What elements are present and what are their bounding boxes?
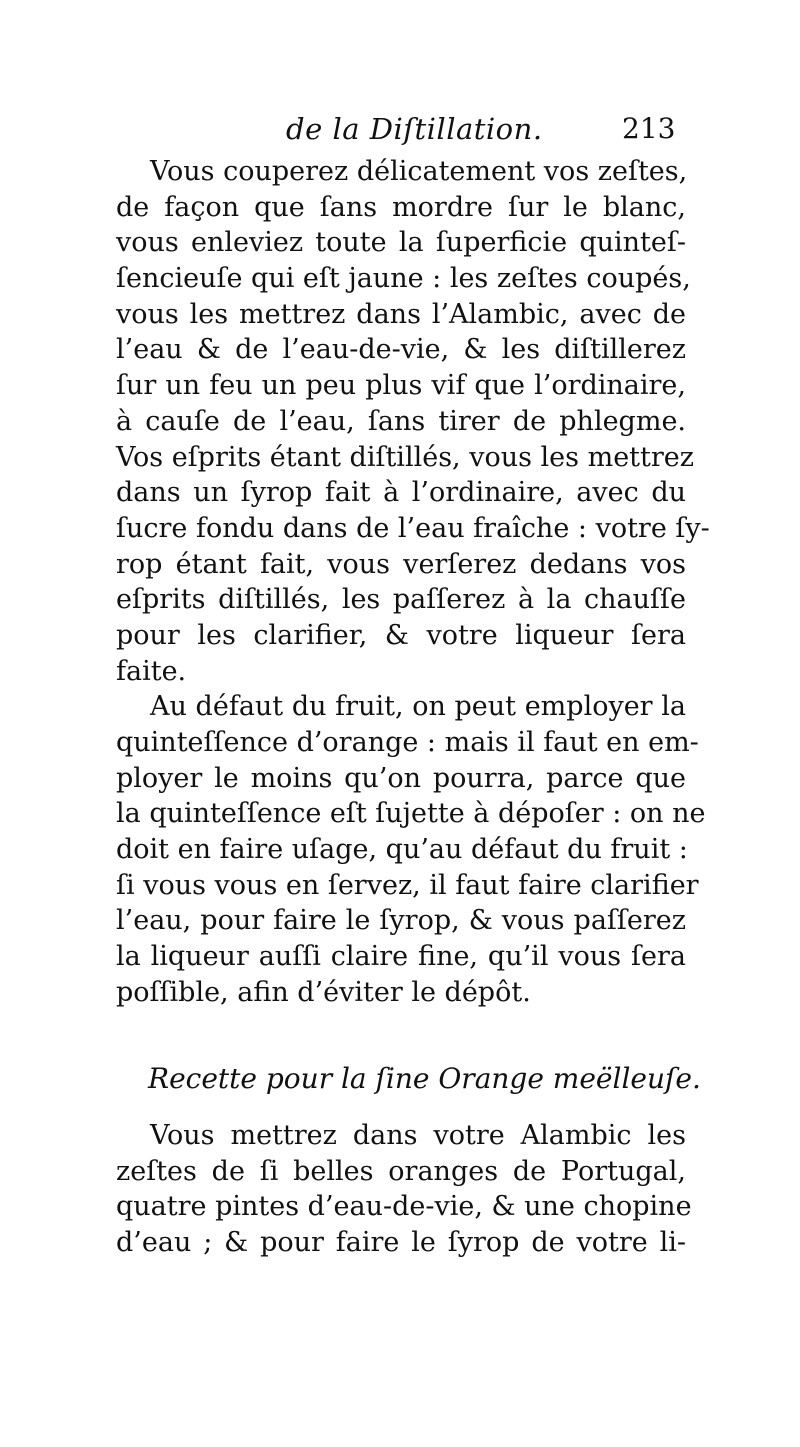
text-line: zeſtes de ſi belles oranges de Portugal,	[116, 1155, 686, 1187]
text-line: Au défaut du fruit, on peut employer la	[150, 691, 686, 723]
text-line: ſencieuſe qui eſt jaune : les zeſtes coupés,	[116, 263, 691, 295]
text-line: quatre pintes d’eau-de-vie, & une chopine	[116, 1191, 692, 1223]
text-line: vous enleviez toute la ſuperficie quinteſ-	[116, 227, 686, 259]
text-line: l’eau, pour faire le ſyrop, & vous paſſerez	[116, 905, 686, 937]
text-line: dans un ſyrop fait à l’ordinaire, avec du	[116, 477, 686, 509]
text-line: Vous couperez délicatement vos zeſtes,	[150, 156, 688, 187]
text-line: faite.	[116, 655, 187, 687]
text-line: l’eau & de l’eau-de-vie, & les diſtillerez	[116, 334, 686, 366]
recipe-heading: Recette pour la ſine Orange meëlleuſe.	[148, 1062, 701, 1095]
running-head	[286, 112, 686, 152]
text-line: d’eau ; & pour faire le ſyrop de votre li-	[116, 1227, 686, 1259]
text-line: de façon que ſans mordre ſur le blanc,	[116, 191, 686, 223]
text-line: la liqueur auſſi claire fine, qu’il vous ſera	[116, 941, 686, 973]
text-line: Vous mettrez dans votre Alambic les	[150, 1120, 686, 1151]
text-line: ſi vous vous en ſervez, il faut faire clarifier	[116, 869, 699, 901]
text-line: ſur un feu un peu plus vif que l’ordinaire,	[116, 370, 686, 402]
text-line: poſſible, afin d’éviter le dépôt.	[116, 976, 531, 1008]
text-line: ployer le moins qu’on pourra, parce que	[116, 762, 686, 794]
text-line: pour les clarifier, & votre liqueur ſera	[116, 619, 686, 651]
text-line: quinteſſence d’orange : mais il faut en em-	[116, 727, 699, 758]
main-text	[116, 154, 710, 1011]
text-line: ſucre fondu dans de l’eau fraîche : votre ſy-	[116, 512, 710, 544]
text-line: la quinteſſence eſt ſujette à dépoſer : on ne	[116, 798, 706, 830]
running-head-title: de la Diſtillation.	[286, 112, 543, 146]
text-line: eſprits diſtillés, les paſſerez à la chauſſe	[116, 584, 686, 616]
main-text-continued	[116, 1118, 692, 1261]
text-line: rop étant fait, vous verſerez dedans vos	[116, 548, 686, 580]
text-line: à cauſe de l’eau, ſans tirer de phlegme.	[116, 405, 686, 437]
page-number: 213	[622, 112, 676, 145]
text-line: vous les mettrez dans l’Alambic, avec de	[116, 298, 686, 330]
text-line: Vos eſprits étant diſtillés, vous les mettrez	[116, 441, 694, 473]
text-line: doit en faire uſage, qu’au défaut du fruit :	[116, 834, 688, 866]
